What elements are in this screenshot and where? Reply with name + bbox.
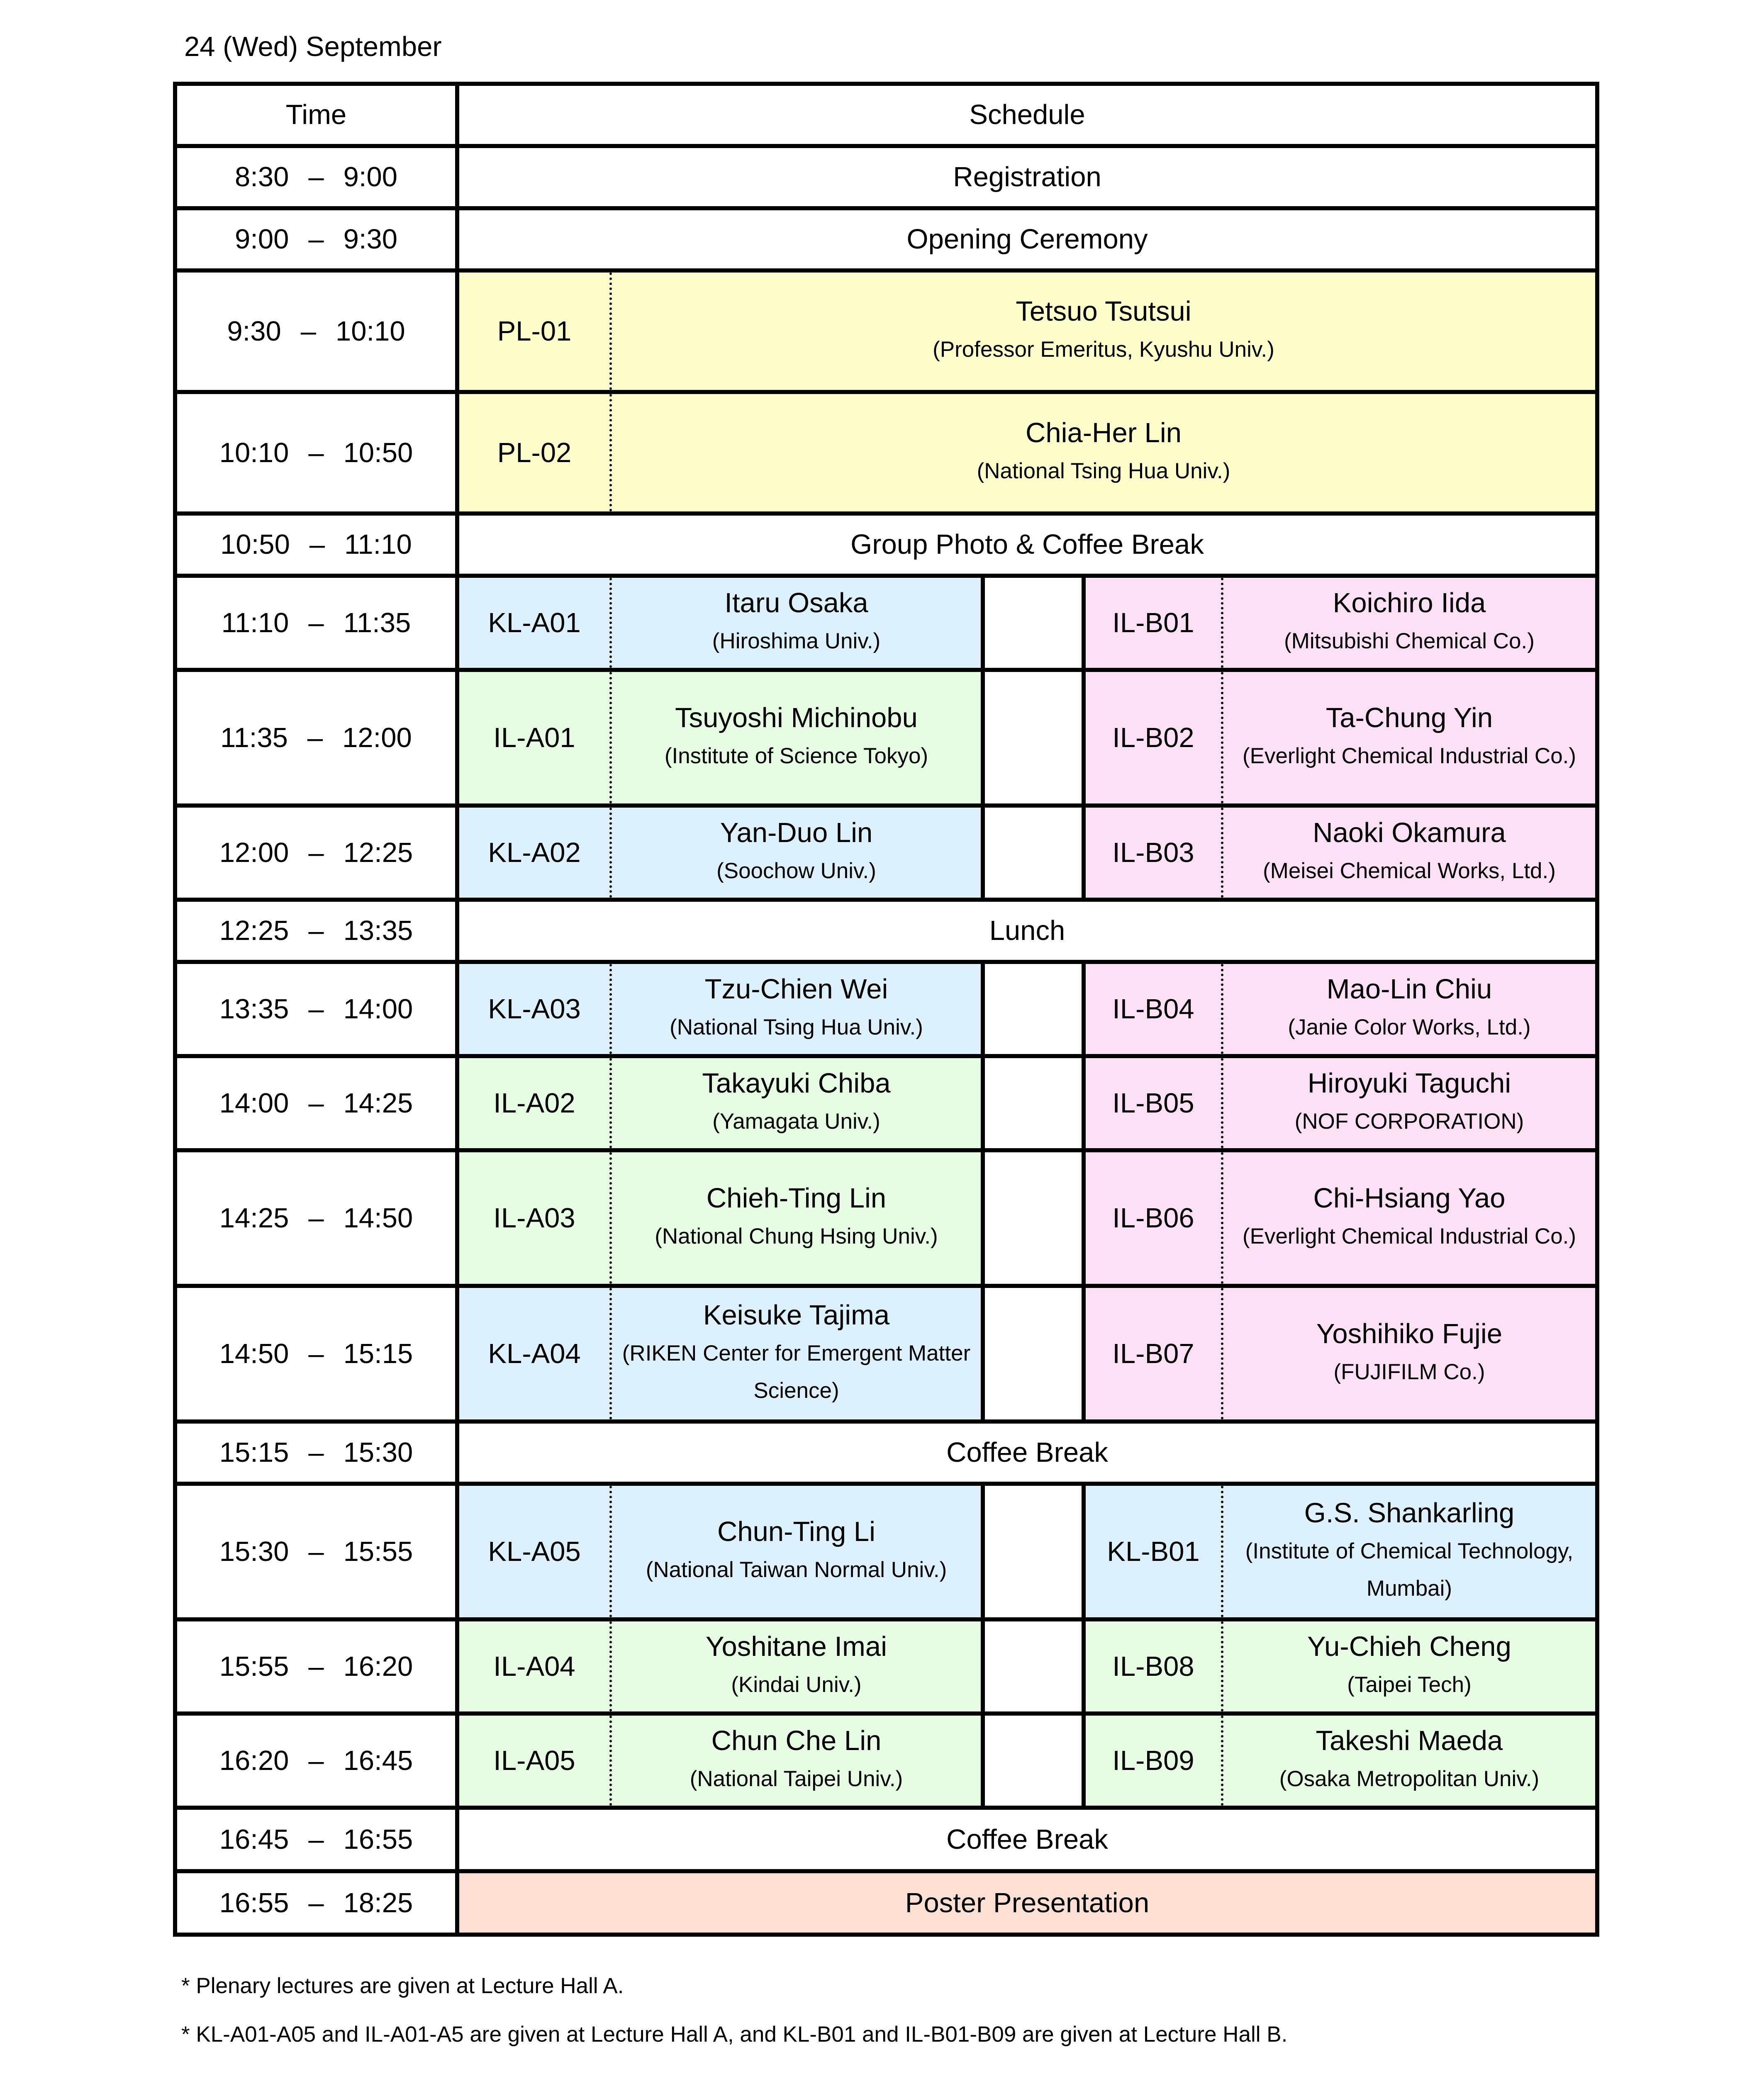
- speaker-name: Koichiro Iida: [1333, 587, 1486, 618]
- speaker-name: Hiroyuki Taguchi: [1307, 1067, 1511, 1099]
- hall-a-speaker: [611, 1714, 983, 1808]
- speaker-affiliation: (Janie Color Works, Ltd.): [1288, 1015, 1531, 1040]
- speaker-name: Mao-Lin Chiu: [1326, 973, 1492, 1005]
- time-cell: [175, 146, 457, 208]
- time-cell: [175, 1286, 457, 1422]
- start-time: 8:30: [234, 161, 289, 193]
- speaker-name: Chi-Hsiang Yao: [1313, 1182, 1506, 1214]
- schedule-row: [175, 514, 1597, 576]
- speaker-name: Yu-Chieh Cheng: [1307, 1631, 1511, 1662]
- speaker-name: Itaru Osaka: [724, 587, 868, 618]
- session-cell: Opening Ceremony: [457, 208, 1597, 270]
- start-time: 14:00: [219, 1087, 289, 1119]
- speaker-name: G.S. Shankarling: [1304, 1497, 1515, 1529]
- hall-b-code: IL-B06: [1084, 1150, 1222, 1286]
- start-time: 14:50: [219, 1338, 289, 1369]
- time-cell: [175, 806, 457, 900]
- speaker-affiliation: (National Tsing Hua Univ.): [977, 459, 1230, 484]
- day-title: 24 (Wed) September: [184, 31, 442, 62]
- hall-a-speaker: [611, 1619, 983, 1714]
- start-time: 16:45: [219, 1823, 289, 1855]
- speaker-affiliation: (NOF CORPORATION): [1294, 1109, 1524, 1134]
- hall-b-code: IL-B09: [1084, 1714, 1222, 1808]
- start-time: 13:35: [219, 993, 289, 1025]
- time-dash: –: [308, 1823, 324, 1855]
- hall-b-speaker: [1222, 670, 1597, 806]
- hall-gap: [983, 1714, 1084, 1808]
- hall-gap: [983, 962, 1084, 1056]
- session-cell: Coffee Break: [457, 1808, 1597, 1871]
- start-time: 12:00: [219, 837, 289, 868]
- speaker-name: Takeshi Maeda: [1316, 1725, 1503, 1756]
- speaker-name: Ta-Chung Yin: [1325, 702, 1493, 733]
- time-header: Time: [175, 84, 457, 146]
- time-dash: –: [308, 1202, 324, 1234]
- speaker-affiliation: (Institute of Chemical Technology, Mumbai): [1245, 1539, 1574, 1601]
- speaker-affiliation: (National Tsing Hua Univ.): [670, 1015, 923, 1040]
- hall-a-code: KL-A03: [457, 962, 611, 1056]
- hall-a-code: IL-A05: [457, 1714, 611, 1808]
- time-dash: –: [308, 607, 324, 638]
- schedule-row: [175, 1619, 1597, 1714]
- end-time: 16:45: [343, 1745, 413, 1776]
- schedule-row: [175, 1871, 1597, 1935]
- schedule-row: [175, 1150, 1597, 1286]
- end-time: 10:50: [343, 437, 413, 468]
- start-time: 15:30: [219, 1536, 289, 1567]
- hall-gap: [983, 806, 1084, 900]
- time-cell: [175, 1619, 457, 1714]
- hall-gap: [983, 1286, 1084, 1422]
- speaker-affiliation: (Hiroshima Univ.): [712, 629, 881, 654]
- hall-gap: [983, 576, 1084, 670]
- time-cell: [175, 270, 457, 392]
- hall-b-code: IL-B03: [1084, 806, 1222, 900]
- time-dash: –: [308, 224, 324, 255]
- hall-a-speaker: [611, 1286, 983, 1422]
- session-cell: Group Photo & Coffee Break: [457, 514, 1597, 576]
- hall-a-code: IL-A04: [457, 1619, 611, 1714]
- footnotes: [181, 1962, 1287, 2059]
- time-dash: –: [308, 1437, 324, 1468]
- speaker-name: Chun-Ting Li: [717, 1516, 876, 1547]
- schedule-row: [175, 806, 1597, 900]
- time-dash: –: [308, 161, 324, 193]
- schedule-row: [175, 1422, 1597, 1484]
- session-cell: Poster Presentation: [457, 1871, 1597, 1935]
- start-time: 14:25: [219, 1202, 289, 1234]
- speaker-name: Tsuyoshi Michinobu: [675, 702, 918, 733]
- end-time: 11:10: [344, 529, 412, 560]
- hall-a-speaker: [611, 1484, 983, 1619]
- footnote: * Plenary lectures are given at Lecture Hall A.: [181, 1974, 624, 1998]
- time-dash: –: [308, 915, 324, 947]
- hall-gap: [983, 1056, 1084, 1150]
- time-dash: –: [309, 529, 325, 560]
- hall-a-code: KL-A05: [457, 1484, 611, 1619]
- end-time: 9:30: [343, 224, 398, 255]
- start-time: 16:55: [219, 1887, 289, 1918]
- time-cell: [175, 208, 457, 270]
- time-dash: –: [308, 1650, 324, 1682]
- speaker-affiliation: (Institute of Science Tokyo): [664, 744, 928, 769]
- end-time: 9:00: [343, 161, 398, 193]
- end-time: 15:30: [343, 1437, 413, 1468]
- start-time: 10:50: [220, 529, 290, 560]
- end-time: 16:20: [343, 1650, 413, 1682]
- hall-b-speaker: [1222, 576, 1597, 670]
- speaker-affiliation: (National Taipei Univ.): [690, 1767, 903, 1792]
- schedule-row: [175, 208, 1597, 270]
- speaker-affiliation: (RIKEN Center for Emergent Matter Science): [622, 1341, 971, 1403]
- hall-b-speaker: [1222, 962, 1597, 1056]
- speaker-name: Naoki Okamura: [1313, 817, 1506, 848]
- time-dash: –: [300, 315, 316, 347]
- end-time: 10:10: [336, 315, 405, 347]
- time-dash: –: [307, 722, 323, 753]
- start-time: 9:30: [227, 315, 281, 347]
- schedule-row: [175, 392, 1597, 514]
- speaker-affiliation: (Kindai Univ.): [731, 1672, 862, 1697]
- hall-a-speaker: [611, 670, 983, 806]
- speaker-name: Chieh-Ting Lin: [706, 1182, 887, 1214]
- schedule-header: Schedule: [457, 84, 1597, 146]
- speaker-affiliation: (Osaka Metropolitan Univ.): [1279, 1767, 1540, 1792]
- schedule-row: [175, 576, 1597, 670]
- start-time: 9:00: [234, 224, 289, 255]
- time-dash: –: [308, 1338, 324, 1369]
- time-dash: –: [308, 1745, 324, 1776]
- time-dash: –: [308, 1087, 324, 1119]
- end-time: 15:55: [343, 1536, 413, 1567]
- session-cell: Registration: [457, 146, 1597, 208]
- hall-b-speaker: [1222, 1150, 1597, 1286]
- hall-a-speaker: [611, 576, 983, 670]
- speaker-affiliation: (Professor Emeritus, Kyushu Univ.): [933, 337, 1274, 362]
- time-cell: [175, 1808, 457, 1871]
- time-cell: [175, 1871, 457, 1935]
- speaker-affiliation: (Meisei Chemical Works, Ltd.): [1263, 859, 1556, 884]
- hall-b-code: KL-B01: [1084, 1484, 1222, 1619]
- schedule-row: [175, 146, 1597, 208]
- hall-b-code: IL-B07: [1084, 1286, 1222, 1422]
- hall-gap: [983, 1484, 1084, 1619]
- start-time: 15:55: [219, 1650, 289, 1682]
- hall-a-code: IL-A01: [457, 670, 611, 806]
- session-cell: Lunch: [457, 900, 1597, 962]
- schedule-row: [175, 1056, 1597, 1150]
- hall-b-speaker: [1222, 1056, 1597, 1150]
- speaker-name: Tzu-Chien Wei: [704, 973, 888, 1005]
- start-time: 11:35: [220, 722, 288, 753]
- end-time: 14:50: [343, 1202, 413, 1234]
- end-time: 12:00: [342, 722, 412, 753]
- start-time: 11:10: [221, 607, 289, 638]
- speaker-name: Takayuki Chiba: [702, 1067, 891, 1099]
- hall-a-code: KL-A02: [457, 806, 611, 900]
- speaker-name: Yoshitane Imai: [705, 1631, 887, 1662]
- speaker-affiliation: (Yamagata Univ.): [712, 1109, 880, 1134]
- end-time: 11:35: [343, 607, 411, 638]
- schedule-row: [175, 1484, 1597, 1619]
- speaker-affiliation: (FUJIFILM Co.): [1333, 1360, 1485, 1385]
- schedule-row: [175, 270, 1597, 392]
- schedule-row: [175, 962, 1597, 1056]
- time-cell: [175, 576, 457, 670]
- time-cell: [175, 1714, 457, 1808]
- speaker-name: Chia-Her Lin: [1025, 417, 1182, 448]
- speaker-name: Tetsuo Tsutsui: [1016, 295, 1191, 327]
- time-dash: –: [308, 993, 324, 1025]
- hall-b-speaker: [1222, 806, 1597, 900]
- time-cell: [175, 1484, 457, 1619]
- hall-gap: [983, 1619, 1084, 1714]
- hall-gap: [983, 1150, 1084, 1286]
- schedule-table: [173, 82, 1599, 1937]
- speaker-name: Chun Che Lin: [711, 1725, 882, 1756]
- lecture-speaker: [611, 392, 1597, 514]
- lecture-code: PL-01: [457, 270, 611, 392]
- end-time: 14:25: [343, 1087, 413, 1119]
- hall-b-speaker: [1222, 1484, 1597, 1619]
- start-time: 15:15: [219, 1437, 289, 1468]
- hall-gap: [983, 670, 1084, 806]
- hall-b-code: IL-B05: [1084, 1056, 1222, 1150]
- hall-a-code: IL-A02: [457, 1056, 611, 1150]
- schedule-row: [175, 1286, 1597, 1422]
- end-time: 14:00: [343, 993, 413, 1025]
- speaker-affiliation: (Soochow Univ.): [716, 859, 876, 884]
- time-cell: [175, 962, 457, 1056]
- start-time: 12:25: [219, 915, 289, 947]
- lecture-code: PL-02: [457, 392, 611, 514]
- time-dash: –: [308, 837, 324, 868]
- hall-a-speaker: [611, 806, 983, 900]
- time-cell: [175, 1150, 457, 1286]
- time-dash: –: [308, 1887, 324, 1918]
- hall-b-speaker: [1222, 1619, 1597, 1714]
- time-cell: [175, 1056, 457, 1150]
- hall-a-code: KL-A01: [457, 576, 611, 670]
- start-time: 16:20: [219, 1745, 289, 1776]
- time-cell: [175, 514, 457, 576]
- hall-b-speaker: [1222, 1286, 1597, 1422]
- schedule-row: [175, 1714, 1597, 1808]
- speaker-affiliation: (Everlight Chemical Industrial Co.): [1242, 744, 1576, 769]
- schedule-row: [175, 1808, 1597, 1871]
- schedule-row: [175, 670, 1597, 806]
- hall-a-speaker: [611, 962, 983, 1056]
- hall-b-code: IL-B02: [1084, 670, 1222, 806]
- speaker-affiliation: (Mitsubishi Chemical Co.): [1284, 629, 1535, 654]
- end-time: 13:35: [343, 915, 413, 947]
- schedule-row: [175, 900, 1597, 962]
- time-cell: [175, 1422, 457, 1484]
- end-time: 12:25: [343, 837, 413, 868]
- time-cell: [175, 670, 457, 806]
- hall-b-code: IL-B01: [1084, 576, 1222, 670]
- time-dash: –: [308, 437, 324, 468]
- hall-a-speaker: [611, 1056, 983, 1150]
- time-dash: –: [308, 1536, 324, 1567]
- hall-a-speaker: [611, 1150, 983, 1286]
- end-time: 15:15: [343, 1338, 413, 1369]
- speaker-name: Keisuke Tajima: [703, 1299, 890, 1331]
- footnote: * KL-A01-A05 and IL-A01-A5 are given at Lecture Hall A, and KL-B01 and IL-B01-B09 are given at Lecture Hall B.: [181, 2022, 1288, 2047]
- speaker-affiliation: (Taipei Tech): [1347, 1672, 1472, 1697]
- end-time: 16:55: [343, 1823, 413, 1855]
- speaker-name: Yoshihiko Fujie: [1316, 1318, 1503, 1349]
- session-cell: Coffee Break: [457, 1422, 1597, 1484]
- speaker-affiliation: (Everlight Chemical Industrial Co.): [1242, 1224, 1576, 1249]
- start-time: 10:10: [219, 437, 289, 468]
- end-time: 18:25: [343, 1887, 413, 1918]
- hall-b-code: IL-B08: [1084, 1619, 1222, 1714]
- header-row: [175, 84, 1597, 146]
- hall-a-code: IL-A03: [457, 1150, 611, 1286]
- hall-a-code: KL-A04: [457, 1286, 611, 1422]
- hall-b-code: IL-B04: [1084, 962, 1222, 1056]
- speaker-affiliation: (National Chung Hsing Univ.): [655, 1224, 938, 1249]
- time-cell: [175, 392, 457, 514]
- lecture-speaker: [611, 270, 1597, 392]
- speaker-affiliation: (National Taiwan Normal Univ.): [646, 1558, 947, 1582]
- speaker-name: Yan-Duo Lin: [720, 817, 873, 848]
- time-cell: [175, 900, 457, 962]
- hall-b-speaker: [1222, 1714, 1597, 1808]
